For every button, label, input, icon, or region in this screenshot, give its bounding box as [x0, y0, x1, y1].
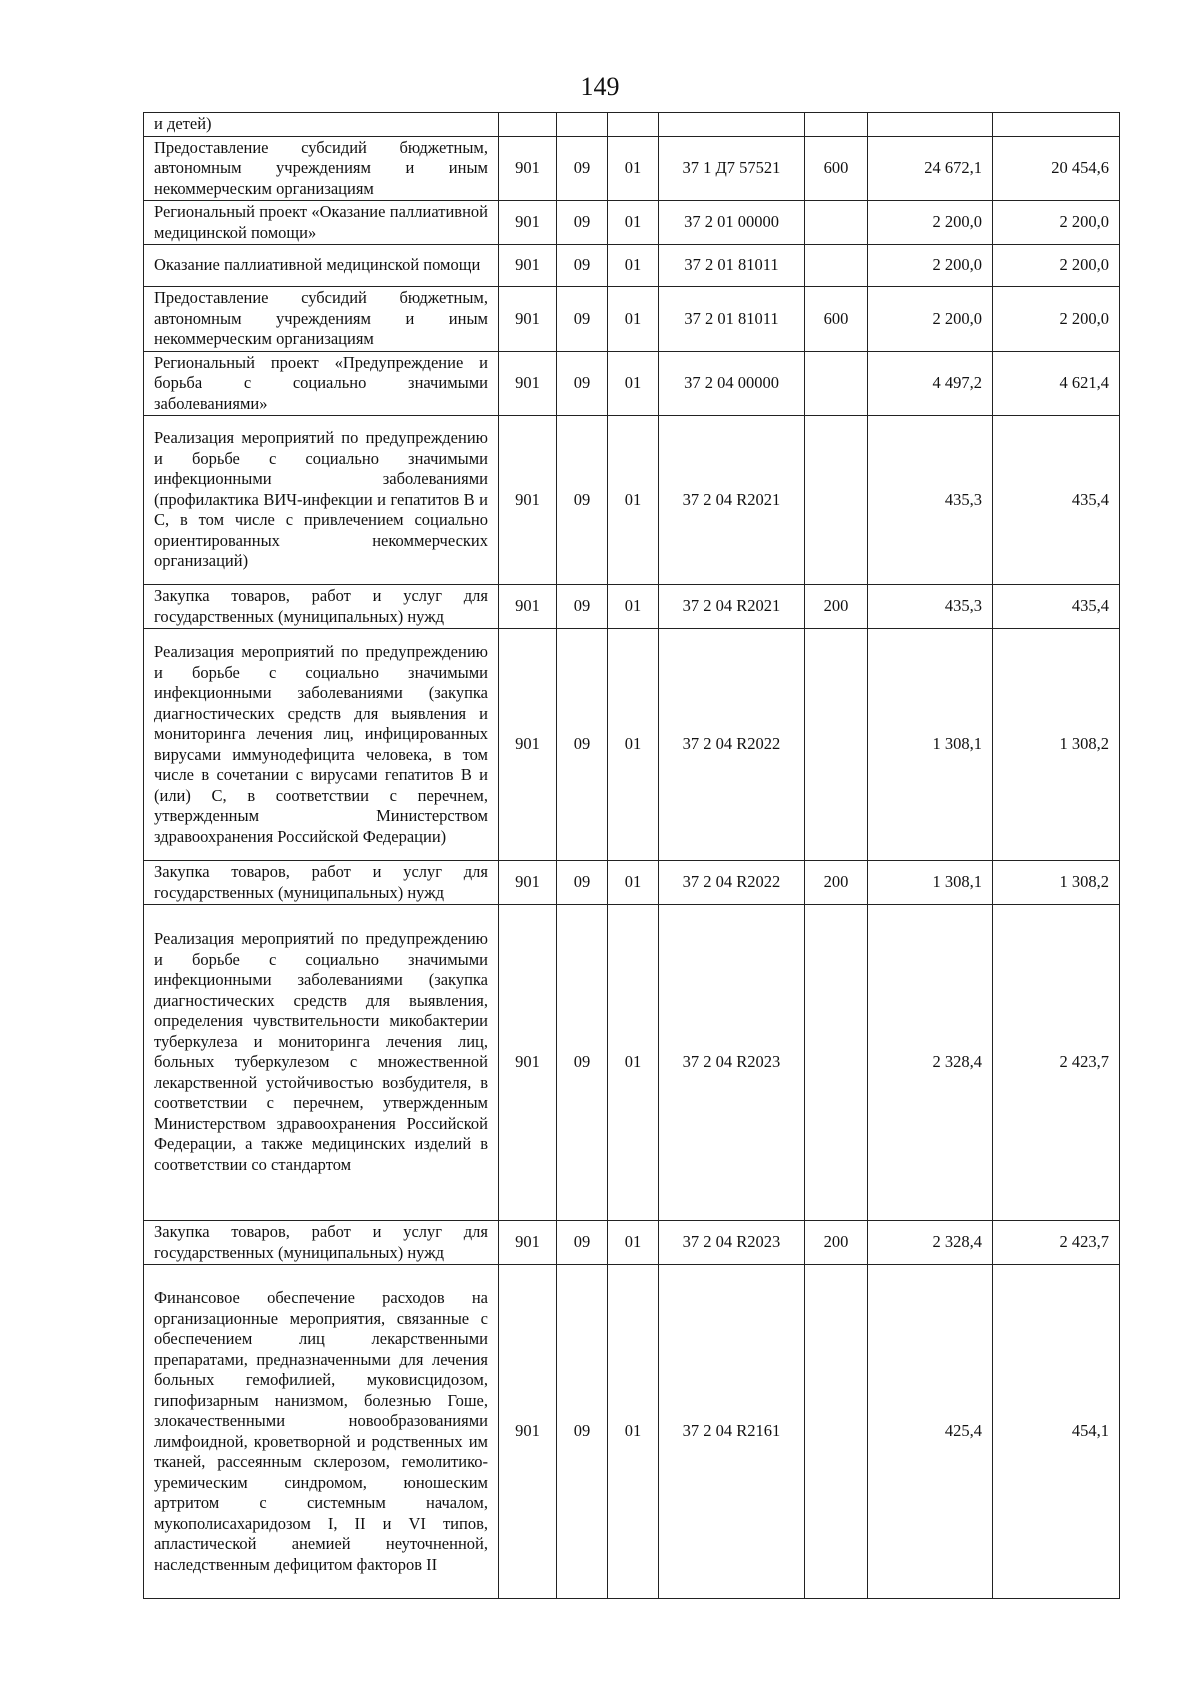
- table-row: [144, 416, 1120, 585]
- section-code: 09: [557, 351, 608, 416]
- table-row: [144, 1265, 1120, 1599]
- expense-type-code: [805, 201, 868, 245]
- amount-first-year: [868, 113, 993, 137]
- expense-type-code: 200: [805, 861, 868, 905]
- subsection-code: 01: [608, 136, 659, 201]
- expense-type-code: [805, 351, 868, 416]
- ministry-code: 901: [499, 245, 557, 287]
- ministry-code: 901: [499, 201, 557, 245]
- target-article-code: 37 2 01 00000: [659, 201, 805, 245]
- ministry-code: 901: [499, 1221, 557, 1265]
- section-code: 09: [557, 201, 608, 245]
- table-row: [144, 905, 1120, 1221]
- row-name: Региональный проект «Оказание паллиативной медицинской помощи»: [144, 201, 499, 245]
- ministry-code: 901: [499, 585, 557, 629]
- amount-second-year: 2 423,7: [993, 1221, 1120, 1265]
- subsection-code: 01: [608, 585, 659, 629]
- ministry-code: 901: [499, 351, 557, 416]
- expense-type-code: 200: [805, 585, 868, 629]
- amount-second-year: [993, 113, 1120, 137]
- section-code: 09: [557, 585, 608, 629]
- subsection-code: 01: [608, 201, 659, 245]
- amount-second-year: 435,4: [993, 585, 1120, 629]
- expense-type-code: [805, 905, 868, 1221]
- row-name: Закупка товаров, работ и услуг для государственных (муниципальных) нужд: [144, 1221, 499, 1265]
- ministry-code: [499, 113, 557, 137]
- ministry-code: 901: [499, 629, 557, 861]
- section-code: 09: [557, 287, 608, 352]
- amount-first-year: 2 200,0: [868, 201, 993, 245]
- budget-table: [143, 112, 1120, 1599]
- amount-second-year: 2 423,7: [993, 905, 1120, 1221]
- target-article-code: 37 2 04 R2161: [659, 1265, 805, 1599]
- section-code: 09: [557, 861, 608, 905]
- amount-first-year: 2 328,4: [868, 905, 993, 1221]
- subsection-code: 01: [608, 245, 659, 287]
- expense-type-code: 600: [805, 287, 868, 352]
- amount-first-year: 2 200,0: [868, 245, 993, 287]
- section-code: 09: [557, 1221, 608, 1265]
- expense-type-code: [805, 113, 868, 137]
- amount-first-year: 2 200,0: [868, 287, 993, 352]
- subsection-code: 01: [608, 905, 659, 1221]
- row-name: Региональный проект «Предупреждение и борьба с социально значимыми заболеваниями»: [144, 351, 499, 416]
- page-number: 149: [580, 72, 620, 101]
- target-article-code: 37 2 04 R2023: [659, 1221, 805, 1265]
- table-row: [144, 113, 1120, 137]
- subsection-code: 01: [608, 1221, 659, 1265]
- amount-first-year: 435,3: [868, 585, 993, 629]
- amount-first-year: 1 308,1: [868, 629, 993, 861]
- subsection-code: [608, 113, 659, 137]
- section-code: 09: [557, 1265, 608, 1599]
- amount-first-year: 1 308,1: [868, 861, 993, 905]
- table-row: [144, 287, 1120, 352]
- amount-second-year: 4 621,4: [993, 351, 1120, 416]
- section-code: 09: [557, 416, 608, 585]
- expense-type-code: 600: [805, 136, 868, 201]
- ministry-code: 901: [499, 1265, 557, 1599]
- amount-second-year: 2 200,0: [993, 245, 1120, 287]
- amount-second-year: 1 308,2: [993, 629, 1120, 861]
- ministry-code: 901: [499, 905, 557, 1221]
- target-article-code: 37 2 04 R2023: [659, 905, 805, 1221]
- section-code: 09: [557, 136, 608, 201]
- table-row: [144, 1221, 1120, 1265]
- row-name: Финансовое обеспечение расходов на организационные мероприятия, связанные с обеспечением лиц лекарственными препаратами, предназначенными для лечения больных гемофилией, муковисцидозом, гипофизарным нанизмом, болезнью Гоше, злокачественными новообразованиями лимфоидной, кроветворной и родственных им тканей, рассеянным склерозом, гемолитико-уремическим синдромом, юношеским артритом с системным началом, мукополисахаридозом I, II и VI типов, апластической анемией неуточненной, наследственным дефицитом факторов II: [144, 1265, 499, 1599]
- amount-second-year: 20 454,6: [993, 136, 1120, 201]
- amount-first-year: 435,3: [868, 416, 993, 585]
- table-row: [144, 585, 1120, 629]
- target-article-code: 37 2 04 R2021: [659, 416, 805, 585]
- expense-type-code: 200: [805, 1221, 868, 1265]
- row-name: Предоставление субсидий бюджетным, автономным учреждениям и иным некоммерческим организациям: [144, 136, 499, 201]
- target-article-code: 37 2 04 R2022: [659, 629, 805, 861]
- row-name: Оказание паллиативной медицинской помощи: [144, 245, 499, 287]
- row-name: Предоставление субсидий бюджетным, автономным учреждениям и иным некоммерческим организациям: [144, 287, 499, 352]
- amount-second-year: 2 200,0: [993, 287, 1120, 352]
- amount-second-year: 454,1: [993, 1265, 1120, 1599]
- subsection-code: 01: [608, 416, 659, 585]
- table-row: [144, 245, 1120, 287]
- subsection-code: 01: [608, 351, 659, 416]
- target-article-code: 37 2 04 R2021: [659, 585, 805, 629]
- ministry-code: 901: [499, 287, 557, 352]
- row-name: и детей): [144, 113, 499, 137]
- section-code: [557, 113, 608, 137]
- target-article-code: 37 2 01 81011: [659, 287, 805, 352]
- table-row: [144, 136, 1120, 201]
- subsection-code: 01: [608, 861, 659, 905]
- target-article-code: 37 2 04 R2022: [659, 861, 805, 905]
- ministry-code: 901: [499, 861, 557, 905]
- target-article-code: 37 2 04 00000: [659, 351, 805, 416]
- table-row: [144, 201, 1120, 245]
- amount-first-year: 425,4: [868, 1265, 993, 1599]
- table-row: [144, 861, 1120, 905]
- amount-second-year: 1 308,2: [993, 861, 1120, 905]
- amount-first-year: 4 497,2: [868, 351, 993, 416]
- section-code: 09: [557, 245, 608, 287]
- amount-second-year: 2 200,0: [993, 201, 1120, 245]
- subsection-code: 01: [608, 287, 659, 352]
- section-code: 09: [557, 629, 608, 861]
- expense-type-code: [805, 416, 868, 585]
- section-code: 09: [557, 905, 608, 1221]
- expense-type-code: [805, 629, 868, 861]
- row-name: Реализация мероприятий по предупреждению и борьбе с социально значимыми инфекционными заболеваниями (закупка диагностических средств для выявления и мониторинга лечения лиц, инфицированных вирусами иммунодефицита человека, в том числе в сочетании с вирусами гепатитов B и (или) C, в соответствии с перечнем, утвержденным Министерством здравоохранения Российской Федерации): [144, 629, 499, 861]
- row-name: Реализация мероприятий по предупреждению и борьбе с социально значимыми инфекционными заболеваниями (закупка диагностических средств для выявления, определения чувствительности микобактерии туберкулеза и мониторинга лечения лиц, больных туберкулезом с множественной лекарственной устойчивостью возбудителя, в соответствии с перечнем, утвержденным Министерством здравоохранения Российской Федерации, а также медицинских изделий в соответствии со стандартом: [144, 905, 499, 1221]
- expense-type-code: [805, 1265, 868, 1599]
- target-article-code: 37 2 01 81011: [659, 245, 805, 287]
- amount-first-year: 2 328,4: [868, 1221, 993, 1265]
- target-article-code: [659, 113, 805, 137]
- row-name: Закупка товаров, работ и услуг для государственных (муниципальных) нужд: [144, 861, 499, 905]
- expense-type-code: [805, 245, 868, 287]
- table-row: [144, 629, 1120, 861]
- amount-first-year: 24 672,1: [868, 136, 993, 201]
- row-name: Реализация мероприятий по предупреждению и борьбе с социально значимыми инфекционными заболеваниями (профилактика ВИЧ-инфекции и гепатитов B и C, в том числе с привлечением социально ориентированных некоммерческих организаций): [144, 416, 499, 585]
- ministry-code: 901: [499, 136, 557, 201]
- subsection-code: 01: [608, 1265, 659, 1599]
- row-name: Закупка товаров, работ и услуг для государственных (муниципальных) нужд: [144, 585, 499, 629]
- subsection-code: 01: [608, 629, 659, 861]
- target-article-code: 37 1 Д7 57521: [659, 136, 805, 201]
- table-row: [144, 351, 1120, 416]
- table-body: [144, 113, 1120, 1599]
- amount-second-year: 435,4: [993, 416, 1120, 585]
- ministry-code: 901: [499, 416, 557, 585]
